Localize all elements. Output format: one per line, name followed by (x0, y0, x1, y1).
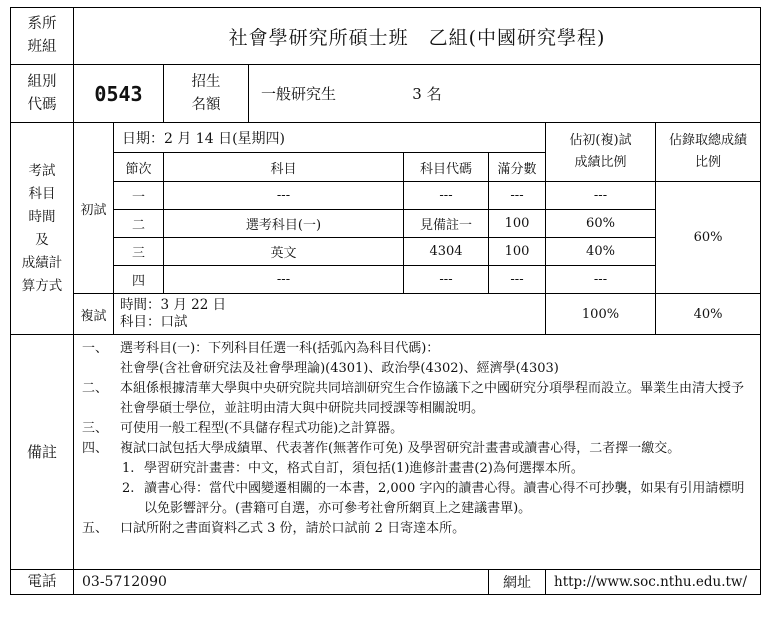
exam-row (11, 266, 761, 294)
quota-text: 一般研究生 3 名 (249, 65, 761, 123)
remark-item: 二、 本組係根據清華大學與中央研究院共同培訓研究生合作協議下之中國研究分項學程而設立。畢業生由清大授予社會學碩士學位，並註明由清大與中研院共同授課等相關說明。 (82, 381, 745, 416)
remark-item: 社會學(含社會研究法及社會學理論)(4301)、政治學(4302)、經濟學(4303) (120, 361, 559, 376)
second-weight: 100% (546, 294, 656, 335)
exam-row (11, 238, 761, 266)
url-label: 網址 (489, 570, 546, 595)
subject-cell: 英文 (164, 238, 404, 266)
weight-header: 佔初(複)試 成績比例 (546, 123, 656, 182)
remark-item: 四、 複試口試包括大學成績單、代表著作(無著作可免) 及學習研究計畫書或讀書心得，二者擇一繳交。 (82, 441, 681, 456)
first-round-label: 初試 (74, 123, 114, 294)
exam-row (11, 182, 761, 210)
remarks-row (11, 335, 761, 570)
phone-label: 電話 (11, 570, 74, 595)
remark-item: 三、 可使用一般工程型(不具儲存程式功能)之計算器。 (82, 421, 404, 436)
weight-cell: 60% (546, 210, 656, 238)
group-code: 0543 (74, 65, 164, 123)
col-full-header: 滿分數 (489, 153, 546, 182)
quota-label: 招生 名額 (164, 65, 249, 123)
dept-label: 系所 班組 (11, 8, 74, 65)
remark-subitem: 1. 學習研究計畫書：中文，格式自訂，須包括(1)進修計畫書(2)為何選擇本所。 (122, 461, 584, 476)
phone-number: 03-5712090 (74, 570, 489, 595)
program-title: 社會學研究所碩士班 乙組(中國研究學程) (74, 8, 761, 65)
remark-subitem: 2. 讀書心得：當代中國變遷相關的一本書，2,000 字內的讀書心得。讀書心得不可抄襲，如果有引用請標明以免影響評分。(書籍可自選，亦可參考社會所網頁上之建議書單)。 (122, 481, 745, 516)
admission-table (10, 7, 761, 595)
contact-row (11, 570, 761, 595)
group-code-label: 組別 代碼 (11, 65, 74, 123)
first-total-ratio: 60% (656, 182, 761, 294)
period-cell: 四 (114, 266, 164, 294)
col-subject-header: 科目 (164, 153, 404, 182)
second-total-ratio: 40% (656, 294, 761, 335)
col-code-header: 科目代碼 (404, 153, 489, 182)
period-cell: 三 (114, 238, 164, 266)
program-row (11, 8, 761, 65)
second-round-time: 時間：3 月 22 日 (120, 297, 227, 313)
remarks-label: 備註 (11, 335, 74, 570)
exam-date-row (11, 123, 761, 153)
second-round-label: 複試 (74, 294, 114, 335)
group-row (11, 65, 761, 123)
website-link[interactable]: http://www.soc.nthu.edu.tw/ (546, 570, 761, 595)
subject-cell: --- (164, 182, 404, 210)
code-cell: --- (404, 182, 489, 210)
remarks-content (74, 335, 761, 570)
exam-row (11, 210, 761, 238)
subject-cell: --- (164, 266, 404, 294)
second-round-subject: 科目：口試 (120, 314, 188, 330)
col-period-header: 節次 (114, 153, 164, 182)
full-score-cell: 100 (489, 238, 546, 266)
code-cell: 4304 (404, 238, 489, 266)
second-round-info (114, 294, 546, 335)
exam-side-label: 考試 科目 時間 及 成績計 算方式 (11, 123, 74, 335)
period-cell: 一 (114, 182, 164, 210)
subject-cell: 選考科目(一) (164, 210, 404, 238)
admission-sheet (10, 7, 760, 607)
code-cell: --- (404, 266, 489, 294)
weight-cell: 40% (546, 238, 656, 266)
second-round-row (11, 294, 761, 335)
period-cell: 二 (114, 210, 164, 238)
full-score-cell: 100 (489, 210, 546, 238)
code-cell: 見備註一 (404, 210, 489, 238)
full-score-cell: --- (489, 182, 546, 210)
first-round-date: 日期：2 月 14 日(星期四) (114, 123, 546, 153)
weight-cell: --- (546, 266, 656, 294)
remark-item: 一、 選考科目(一)：下列科目任選一科(括弧內為科目代碼)： (82, 341, 440, 356)
weight-cell: --- (546, 182, 656, 210)
remark-item: 五、 口試所附之書面資料乙式 3 份，請於口試前 2 日寄達本所。 (82, 521, 466, 536)
full-score-cell: --- (489, 266, 546, 294)
total-ratio-header: 佔錄取總成績 比例 (656, 123, 761, 182)
